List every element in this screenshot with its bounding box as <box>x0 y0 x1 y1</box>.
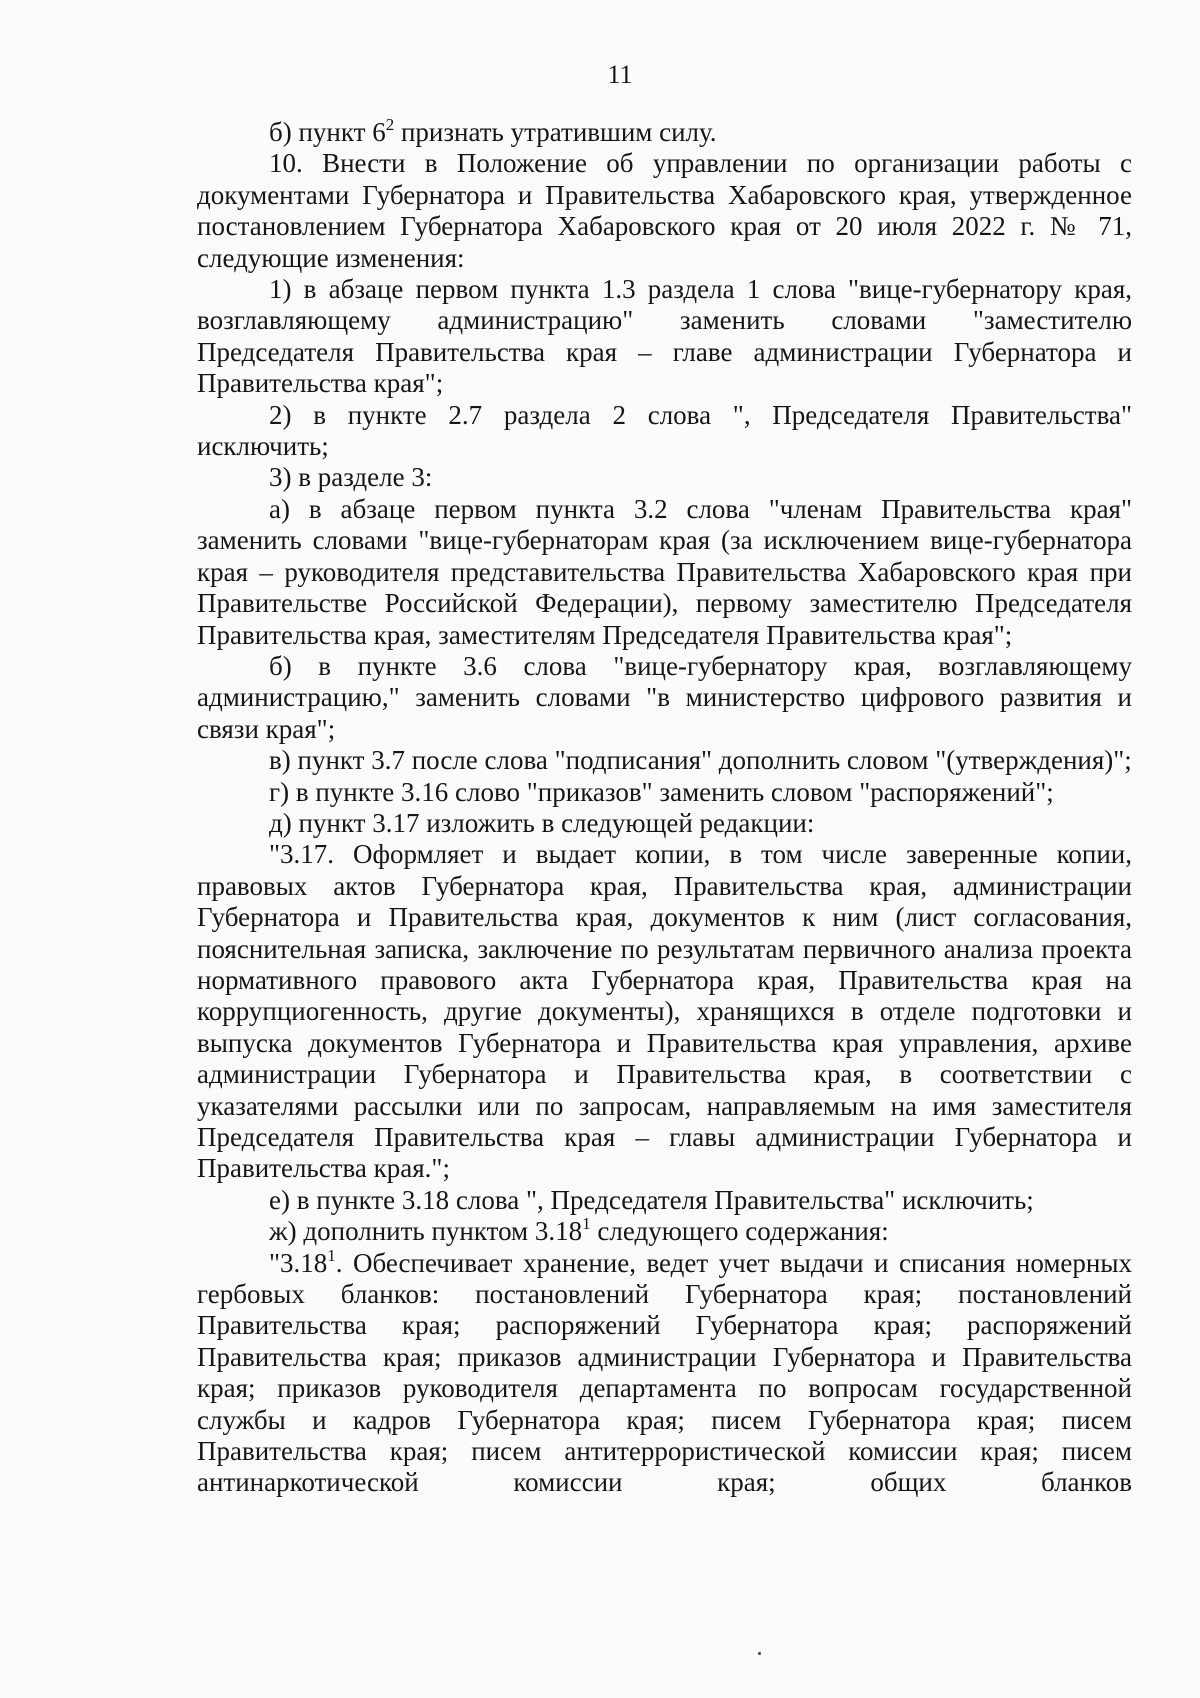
paragraph-3-17: "3.17. Оформляет и выдает копии, в том числе заверенные копии, правовых актов Губернатора края, Правительства края, администрации Губернатора и Правительства края, документов к ним (лист согласования, пояснительная записка, заключение по результатам первичного анализа проекта нормативного правового акта Губернатора края, Правительства края на коррупциогенность, другие документы), хранящихся в отделе подготовки и выпуска документов Губернатора и Правительства края управления, архиве администрации Губернатора и Правительства края, в соответствии с указателями рассылки или по запросам, направляемым на имя заместителя Председателя Правительства края – главы администрации Губернатора и Правительства края."; <box>197 839 1132 1184</box>
document-body <box>197 117 1132 1499</box>
paragraph-10-3-zh-text: ж) дополнить пунктом 3.18 <box>269 1216 583 1247</box>
paragraph-10-3-v: в) пункт 3.7 после слова "подписания" дополнить словом "(утверждения)"; <box>269 745 1132 776</box>
paragraph-b-6-2-text: б) пункт 6 <box>269 117 386 147</box>
paragraph-10-3-e: е) в пункте 3.18 слова ", Председателя Правительства" исключить; <box>269 1184 1034 1215</box>
superscript: 1 <box>582 1214 591 1234</box>
paragraph-10-3: 3) в разделе 3: <box>269 462 433 493</box>
paragraph-10-3-a: а) в абзаце первом пункта 3.2 слова "членам Правительства края" заменить словами "вице-губернаторам края (за исключением вице-губернатора края – руководителя представительства Правительства Хабаровского края при Правительстве Российской Федерации), первому заместителю Председателя Правительства края, заместителям Председателя Правительства края"; <box>197 493 1132 650</box>
paragraph-3-18-1 <box>197 1245 1132 1499</box>
paragraph-3-18-1-text: . Обеспечивает хранение, ведет учет выдачи и списания номерных гербовых бланков: постановлений Губернатора края; постановлений Правительства края; распоряжений Губернатора края; распоряжений Правительства края; приказов администрации Губернатора и Правительства края; приказов руководителя департамента по вопросам государственной службы и кадров Губернатора края; писем Губернатора края; писем Правительства края; писем антитеррористической комиссии края; писем антинаркотической комиссии края; общих бланков <box>197 1247 1132 1498</box>
paragraph-b-6-2 <box>197 117 1132 148</box>
paragraph-10-3-b: б) в пункте 3.6 слова "вице-губернатору края, возглавляющему администрацию," заменить словами "в министерство цифрового развития и связи края"; <box>197 650 1132 744</box>
superscript: 2 <box>385 115 395 134</box>
paragraph-10-3-g: г) в пункте 3.16 слово "приказов" заменить словом "распоряжений"; <box>269 776 1054 807</box>
paragraph-10: 10. Внести в Положение об управлении по организации работы с документами Губернатора и Правительства Хабаровского края, утвержденное постановлением Губернатора Хабаровского края от 20 июля 2022 г. № 71, следующие изменения: <box>197 148 1132 273</box>
page-number: 11 <box>607 60 633 89</box>
paragraph-10-1: 1) в абзаце первом пункта 1.3 раздела 1 слова "вице-губернатору края, возглавляющему администрацию" заменить словами "заместителю Председателя Правительства края – главе администрации Губернатора и Правительства края"; <box>197 274 1132 399</box>
paragraph-10-3-zh-tail: следующего содержания: <box>590 1216 889 1247</box>
superscript: 1 <box>327 1245 336 1265</box>
paragraph-10-2: 2) в пункте 2.7 раздела 2 слова ", Председателя Правительства" исключить; <box>197 399 1132 462</box>
scan-speck <box>758 1652 761 1655</box>
paragraph-b-6-2-tail: признать утратившим силу. <box>394 117 717 147</box>
paragraph-10-3-zh <box>197 1216 1132 1247</box>
paragraph-3-18-1-number: "3.18 <box>269 1247 328 1278</box>
paragraph-10-3-d: д) пункт 3.17 изложить в следующей редакции: <box>269 807 815 838</box>
